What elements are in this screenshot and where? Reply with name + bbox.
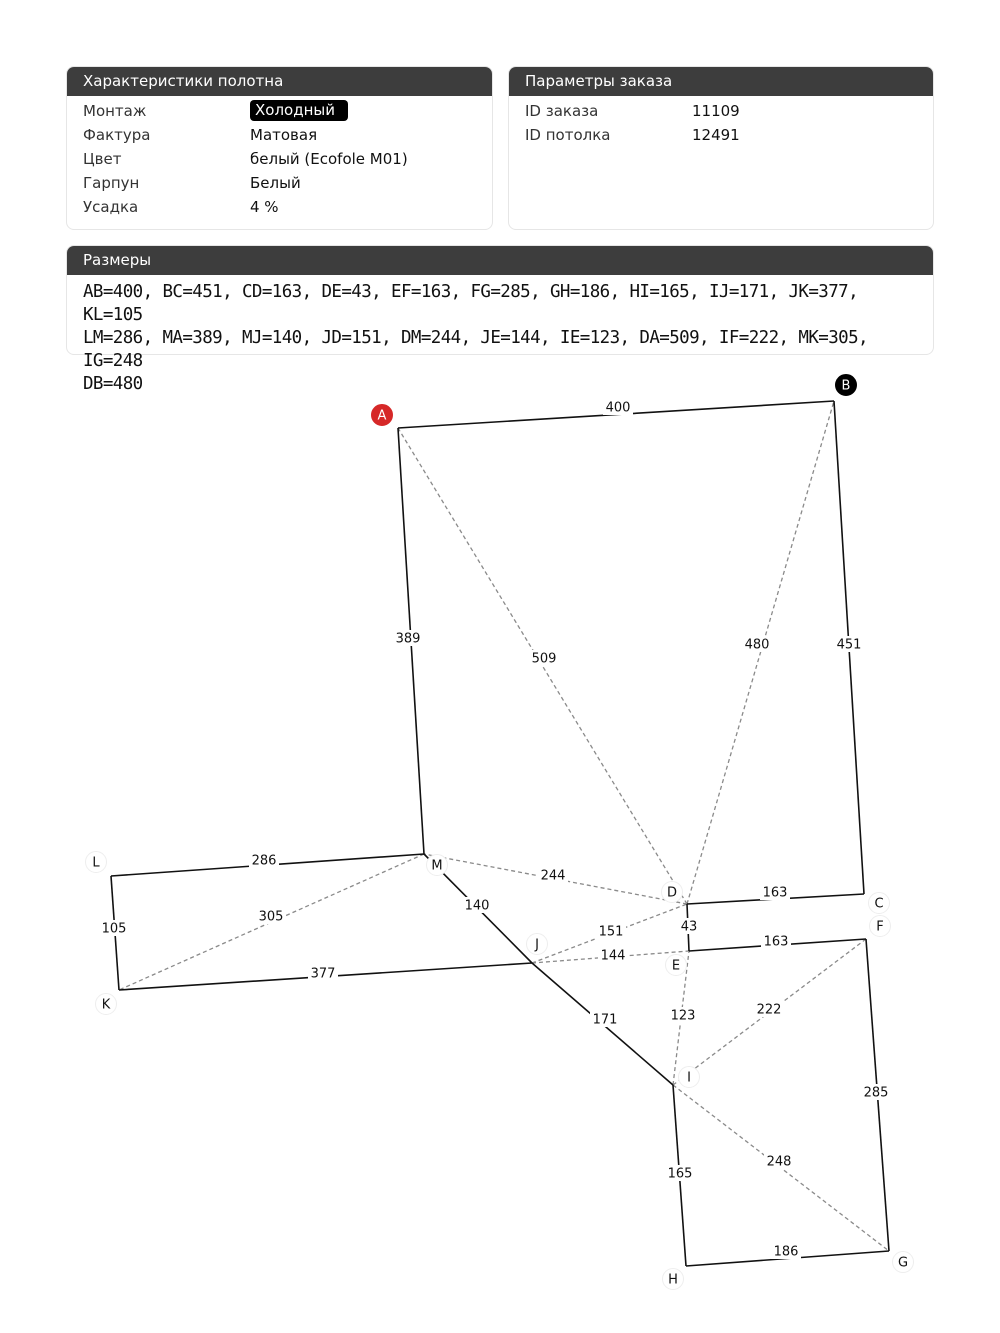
edge-length-label: 151	[598, 924, 624, 940]
edge-length-label: 163	[763, 934, 789, 950]
edge-length-label: 222	[756, 1002, 782, 1018]
property-value: 4 %	[250, 198, 279, 216]
edge-length-label: 480	[744, 637, 770, 653]
vertex-label-K: K	[101, 997, 111, 1013]
vertex-label-J: J	[535, 937, 539, 953]
edge-length-label: 377	[310, 966, 336, 982]
vertex-label-A: A	[377, 408, 387, 424]
edge-length-label: 163	[762, 885, 788, 901]
property-value: 11109	[692, 102, 740, 120]
edge-length-label: 123	[670, 1008, 696, 1024]
sizes-line: DB=480	[83, 374, 143, 394]
edge-length-label: 285	[863, 1085, 889, 1101]
vertex-label-D: D	[666, 885, 678, 901]
edge-length-label: 451	[836, 637, 862, 653]
sizes-line: LM=286, MA=389, MJ=140, JD=151, DM=244, JE=144, IE=123, DA=509, IF=222, MK=305, IG=248	[83, 328, 868, 371]
edge-length-label: 43	[680, 919, 698, 935]
edge-length-label: 144	[600, 948, 626, 964]
property-value: Белый	[250, 174, 301, 192]
edge-length-label: 186	[773, 1244, 799, 1260]
vertex-label-C: C	[874, 896, 884, 912]
edge-length-label: 509	[531, 651, 557, 667]
mount-type-badge: Холодный	[250, 100, 348, 121]
vertex-label-I: I	[687, 1070, 691, 1086]
property-label: Цвет	[83, 150, 122, 168]
vertex-label-F: F	[876, 919, 884, 935]
contour-layer	[111, 401, 889, 1266]
edge-length-label: 248	[766, 1154, 792, 1170]
edge-length-label: 400	[605, 400, 631, 416]
property-label: Монтаж	[83, 102, 147, 120]
edge-length-label: 286	[251, 853, 277, 869]
edge-labels-layer	[99, 399, 891, 1260]
property-label: Фактура	[83, 126, 151, 144]
order-parameters-title: Параметры заказа	[509, 67, 933, 96]
property-value: Матовая	[250, 126, 318, 144]
edge-length-label: 389	[395, 631, 421, 647]
edge-length-label: 140	[464, 898, 490, 914]
sizes-title: Размеры	[67, 246, 933, 275]
vertex-label-B: B	[841, 378, 851, 394]
edge-length-label: 165	[667, 1166, 693, 1182]
vertex-label-H: H	[668, 1272, 678, 1288]
canvas-characteristics-title: Характеристики полотна	[67, 67, 492, 96]
vertex-label-L: L	[92, 855, 100, 871]
edge-length-label: 171	[592, 1012, 618, 1028]
diagonal-DB	[687, 401, 834, 904]
diagonals-layer	[119, 401, 889, 1251]
edge-length-label: 244	[540, 868, 566, 884]
property-value: 12491	[692, 126, 740, 144]
property-label: ID заказа	[525, 102, 599, 120]
vertex-label-G: G	[897, 1255, 909, 1271]
vertex-label-M: M	[431, 858, 443, 874]
vertices-layer	[86, 375, 914, 1290]
property-label: Гарпун	[83, 174, 140, 192]
sizes-line: AB=400, BC=451, CD=163, DE=43, EF=163, FG=285, GH=186, HI=165, IJ=171, JK=377, KL=105	[83, 282, 858, 325]
property-label: ID потолка	[525, 126, 611, 144]
edge-length-label: 305	[258, 909, 284, 925]
edge-length-label: 105	[101, 921, 127, 937]
property-value: белый (Ecofole M01)	[250, 150, 408, 168]
vertex-label-E: E	[671, 958, 681, 974]
property-label: Усадка	[83, 198, 139, 216]
